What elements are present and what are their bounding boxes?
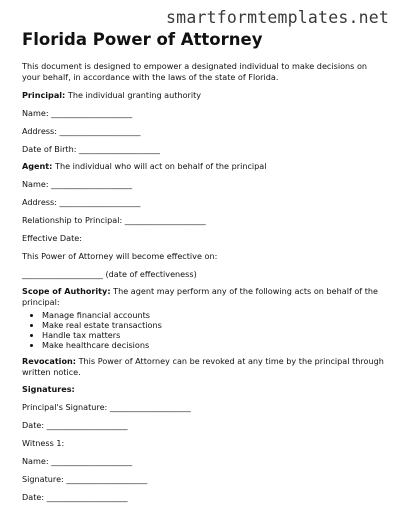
agent-description: The individual who will act on behalf of the principal (55, 161, 267, 171)
revocation-heading: Revocation: (22, 356, 77, 366)
agent-name-field[interactable]: Name: ____________________ (22, 179, 133, 189)
witness-label: Witness 1: (22, 438, 65, 448)
effective-date-field[interactable]: ____________________ (date of effectiveness) (22, 269, 197, 279)
witness-date-field[interactable]: Date: ____________________ (22, 492, 128, 502)
watermark: smartformtemplates.net (166, 8, 389, 27)
document-body (22, 30, 384, 503)
agent-address-field[interactable]: Address: ____________________ (22, 197, 141, 207)
agent-heading: Agent: (22, 161, 53, 171)
principal-description: The individual granting authority (67, 90, 202, 100)
effective-date-label: Effective Date: (22, 233, 82, 243)
principal-signature-field[interactable]: Principal's Signature: ____________________ (22, 402, 191, 412)
principal-address-field[interactable]: Address: ____________________ (22, 126, 141, 136)
intro-paragraph: This document is designed to empower a designated individual to make decisions on your behalf, in accordance with the laws of the state of Florida. (22, 61, 368, 82)
scope-section-header (22, 286, 384, 308)
list-item: • Handle tax matters (42, 330, 384, 340)
signature-date-field[interactable]: Date: ____________________ (22, 420, 128, 430)
witness-name-field[interactable]: Name: ____________________ (22, 456, 133, 466)
principal-name-field[interactable]: Name: ____________________ (22, 108, 133, 118)
revocation-section (22, 356, 384, 378)
scope-list (22, 310, 384, 350)
principal-dob-field[interactable]: Date of Birth: ____________________ (22, 144, 160, 154)
revocation-description: This Power of Attorney can be revoked at any time by the principal through written notice. (22, 356, 384, 377)
signatures-heading: Signatures: (22, 384, 75, 394)
agent-relationship-field[interactable]: Relationship to Principal: ____________________ (22, 215, 206, 225)
effective-date-text: This Power of Attorney will become effective on: (22, 251, 218, 261)
agent-section-header (22, 161, 384, 172)
principal-heading: Principal: (22, 90, 66, 100)
page-title: Florida Power of Attorney (22, 30, 263, 49)
list-item: • Manage financial accounts (42, 310, 384, 320)
principal-section-header (22, 90, 384, 101)
list-item: • Make real estate transactions (42, 320, 384, 330)
scope-heading: Scope of Authority: (22, 286, 111, 296)
witness-signature-field[interactable]: Signature: ____________________ (22, 474, 148, 484)
scope-description: The agent may perform any of the following acts on behalf of the principal: (22, 286, 379, 307)
list-item: • Make healthcare decisions (42, 340, 384, 350)
